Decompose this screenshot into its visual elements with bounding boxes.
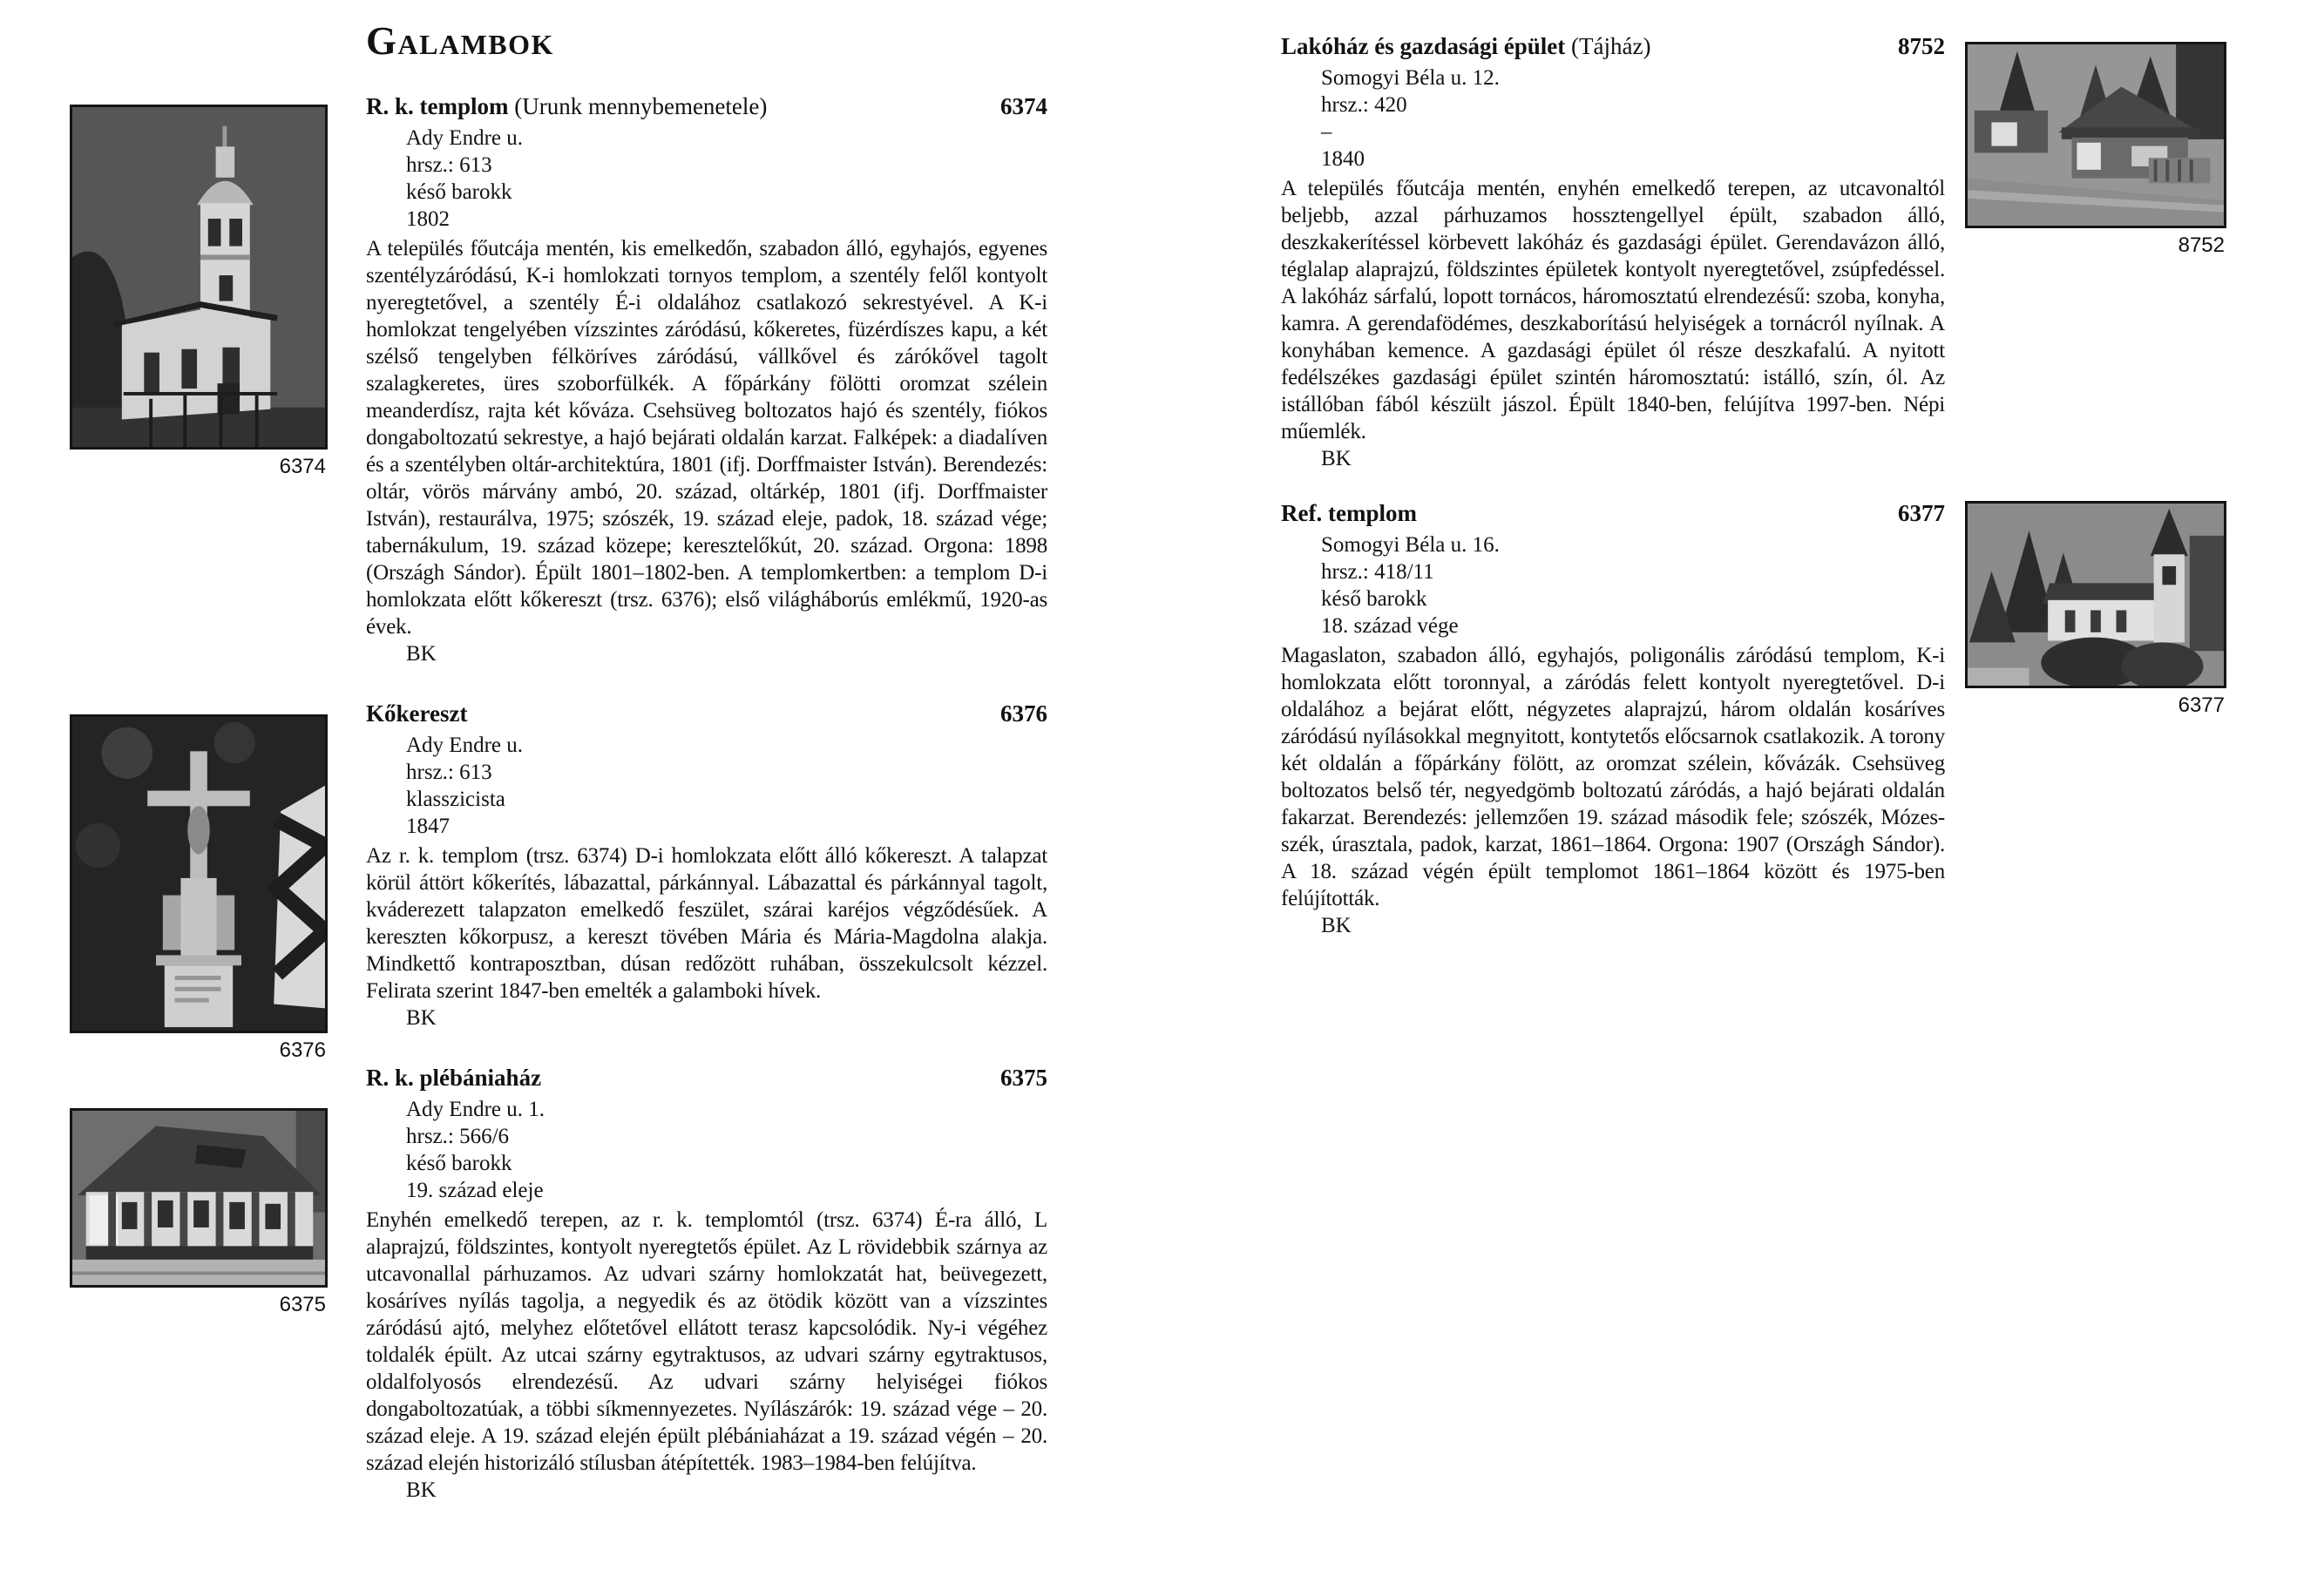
entry-title [366, 91, 767, 121]
entry-style: késő barokk [406, 180, 512, 205]
entry-style: késő barokk [1321, 587, 1427, 611]
entry-header [1281, 498, 1945, 528]
entry-number: 6375 [1000, 1065, 1047, 1092]
entry-title [366, 699, 467, 728]
kokereszt-photo [70, 714, 328, 1033]
entry-suffix: (Urunk mennybemenetele) [514, 93, 768, 120]
entry-number: 6376 [1000, 700, 1047, 727]
entry-title [1281, 498, 1417, 528]
photo-block-plebaniahaz [70, 1108, 328, 1317]
photo-caption: 6377 [2178, 693, 2225, 717]
entry-number: 6377 [1898, 500, 1945, 526]
entry-date: 1840 [1321, 147, 1365, 171]
ref-templom-photo [1965, 501, 2226, 688]
church-photo-art [72, 107, 325, 447]
photo-caption: 6376 [279, 1038, 326, 1062]
entry-name: Kőkereszt [366, 700, 468, 727]
entry-description: A település főutcája mentén, kis emelkedőn, szabadon álló, egyhajós, egyenes szentélyzáródású, K-i homlokzati tornyos templom, a szentély felől kontyolt nyeregtetővel, a szentély É-i oldalához csatlakozó sekrestyével. A K-i homlokzat tengelyében vízszintes záródású, kőkeretes, füzérdíszes kapu, a két szélső tengelyben félköríves záródású, vállkővel és zárókővel tagolt szalagkeretes, üres szoborfülkék. A főpárkány fölötti oromzat szélein meanderdísz, rajta két kőváza. Csehsüveg boltozatos hajó és szentély, fiókos dongaboltozatú sekrestye, a hajó bejárati oldalán karzat. Falképek: a diadalíven és a szentélyben oltár-architektúra, 1801 (ifj. Dorffmaister István). Berendezés: oltár, vörös márvány ambó, 20. század, oltárkép, 1801 (ifj. Dorffmaister István), restaurálva, 1975; szószék, 19. század eleje, padok, 18. század vége; tabernákulum, 19. század közepe; keresztelőkút, 20. század. Orgona: 1898 (Országh Sándor). Épült 1801–1802-ben. A templomkertben: a templom D-i homlokzata előtt kőkereszt (trsz. 6376); első világháborús emlékmű, 1920-as évek. [366, 237, 1047, 639]
entry-header [1281, 31, 1945, 61]
entry-title [366, 1063, 541, 1092]
entry-meta [1281, 531, 1945, 639]
entry-kokereszt [366, 699, 1047, 1031]
entry-rk-templom [366, 91, 1047, 667]
parish-house-photo-art [72, 1111, 325, 1285]
entry-lot-number: hrsz.: 613 [406, 153, 492, 178]
photo-block-ref-templom [1965, 501, 2226, 718]
entry-header [366, 699, 1047, 728]
entry-name: Lakóház és gazdasági épület [1281, 33, 1566, 59]
stone-cross-photo-art [72, 717, 325, 1031]
right-text-column [1281, 31, 1945, 939]
entry-header [366, 1063, 1047, 1092]
entry-style: – [1321, 120, 1332, 144]
entry-name: R. k. templom [366, 93, 509, 120]
entry-number: 8752 [1898, 33, 1945, 59]
entry-description: Az r. k. templom (trsz. 6374) D-i homlokzata előtt álló kőkereszt. A talapzat körül áttört kőkerítés, lábazattal, párkánnyal. Lábazattal és párkánnyal tagolt, kváderezett talapzaton emelkedő feszület, szárai karéjos végződésűek. A kereszten kőkorpusz, a kereszt tövében Mária és Mária-Magdolna alakja. Mindkettő kontraposztban, dúsan redőzött ruhában, összekulcsolt kézzel. Felirata szerint 1847-ben emelték a galamboki hívek. [366, 844, 1047, 1004]
entry-name: R. k. plébániaház [366, 1065, 542, 1092]
entry-meta [366, 125, 1047, 233]
entry-plebaniahaz [366, 1063, 1047, 1504]
entry-lot-number: hrsz.: 418/11 [1321, 560, 1434, 584]
entry-signature: BK [406, 642, 437, 666]
entry-meta [366, 1096, 1047, 1204]
entry-lot-number: hrsz.: 613 [406, 761, 492, 785]
photo-caption: 8752 [2178, 233, 2225, 257]
entry-description: A település főutcája mentén, enyhén emelkedő terepen, az utcavonaltól beljebb, azzal párhuzamos hossztengellyel épült, szabadon álló, deszkakerítéssel körbevett lakóház és gazdasági épület. Gerendavázon álló, téglalap alaprajzú, földszintes épületek kontyolt nyeregtetővel, zsúpfedéssel. A lakóház sárfalú, lopott tornácos, háromosztatú elrendezésű: szoba, konyha, kamra. A gerendafödémes, deszkaborítású helyiségek a tornácról nyílnak. A konyhában kemence. A gazdasági épület ól része deszkafalú. A nyitott fedélszékes gazdasági épület szintén háromosztatú: istálló, szín, ól. Az istállóban fából készült jászol. Épült 1840-ben, felújítva 1997-ben. Népi műemlék. [1281, 177, 1945, 443]
entry-signature: BK [1321, 914, 1352, 937]
entry-description: Magaslaton, szabadon álló, egyhajós, poligonális záródású templom, K-i homlokzata előtt toronnyal, a záródás felett kontyolt nyeregtetővel. D-i oldalához a bejárat előtt, négyzetes alaprajzú, három oldalán kosáríves záródású nyílásokkal megnyitott, kontytetős előcsarnok csatlakozik. A torony két oldalán a főpárkány fölött, az oromzat szélein, kővázák. Csehsüveg boltozatos belső tér, negyedgömb boltozatú záródás, a hajó bejárati oldalán fakarzat. Berendezés: jellemzően 19. század második fele; szószék, Mózes-szék, úrasztala, padok, karzat, 1861–1864. Orgona: 1907 (Országh Sándor). A 18. század végén épült templomot 1861–1864 között és 1975-ben felújították. [1281, 644, 1945, 910]
tajhaz-photo [1965, 42, 2226, 228]
entry-suffix: (Tájház) [1571, 33, 1651, 59]
entry-signature: BK [406, 1006, 437, 1031]
entry-street: Ady Endre u. 1. [406, 1098, 545, 1122]
photo-block-rk-templom [70, 105, 328, 479]
entry-meta [366, 732, 1047, 840]
left-text-column [366, 21, 1047, 1504]
photo-caption: 6374 [279, 455, 326, 478]
page-title: Galambok [366, 19, 554, 63]
entry-date: 19. század eleje [406, 1179, 544, 1203]
entry-header [366, 91, 1047, 121]
entry-date: 1847 [406, 815, 450, 839]
entry-name: Ref. templom [1281, 500, 1417, 526]
entry-style: klasszicista [406, 788, 505, 812]
rk-templom-photo [70, 105, 328, 450]
plebaniahaz-photo [70, 1108, 328, 1288]
entry-signature: BK [406, 1478, 437, 1503]
photo-caption: 6375 [279, 1293, 326, 1316]
entry-description: Enyhén emelkedő terepen, az r. k. templomtól (trsz. 6374) É-ra álló, L alaprajzú, földszintes, kontyolt nyeregtetős épület. Az L rövidebbik szárnya az utcavonallal párhuzamos. Az udvari szárny homlokzatát hat, beüvegezett, kosáríves nyílás tagolja, a negyedik és az ötödik között van a vízszintes záródású ajtó, melyhez előtetővel ellátott terasz kapcsolódik. Ny-i végéhez toldalék épült. Az utcai szárny egytraktusos, az udvari szárny egytraktusos, oldalfolyosós elrendezésű. Az udvari szárny helyiségei fiókos dongaboltozatúak, a többi síkmennyezetes. Nyílászárók: 19. század vége – 20. század eleje. A 19. század elején épült plébániaházat a 19. század végén – 20. század elején historizáló stílusban átépítették. 1983–1984-ben felújítva. [366, 1208, 1047, 1476]
entry-lot-number: hrsz.: 566/6 [406, 1125, 510, 1149]
entry-street: Somogyi Béla u. 12. [1321, 66, 1500, 90]
entry-title [1281, 31, 1650, 61]
entry-ref-templom [1281, 498, 1945, 939]
entry-date: 18. század vége [1321, 614, 1459, 638]
entry-number: 6374 [1000, 93, 1047, 120]
entry-signature: BK [1321, 447, 1352, 470]
entry-meta [1281, 64, 1945, 172]
folk-house-photo-art [1968, 44, 2224, 226]
entry-date: 1802 [406, 207, 450, 232]
photo-block-tajhaz [1965, 42, 2226, 258]
church-tower-photo-art [1968, 504, 2224, 686]
entry-street: Ady Endre u. [406, 126, 523, 151]
photo-block-kokereszt [70, 714, 328, 1063]
entry-style: késő barokk [406, 1152, 512, 1176]
entry-street: Ady Endre u. [406, 734, 523, 758]
entry-lot-number: hrsz.: 420 [1321, 93, 1407, 117]
entry-street: Somogyi Béla u. 16. [1321, 533, 1500, 557]
entry-lakohaz-tajhaz [1281, 31, 1945, 472]
